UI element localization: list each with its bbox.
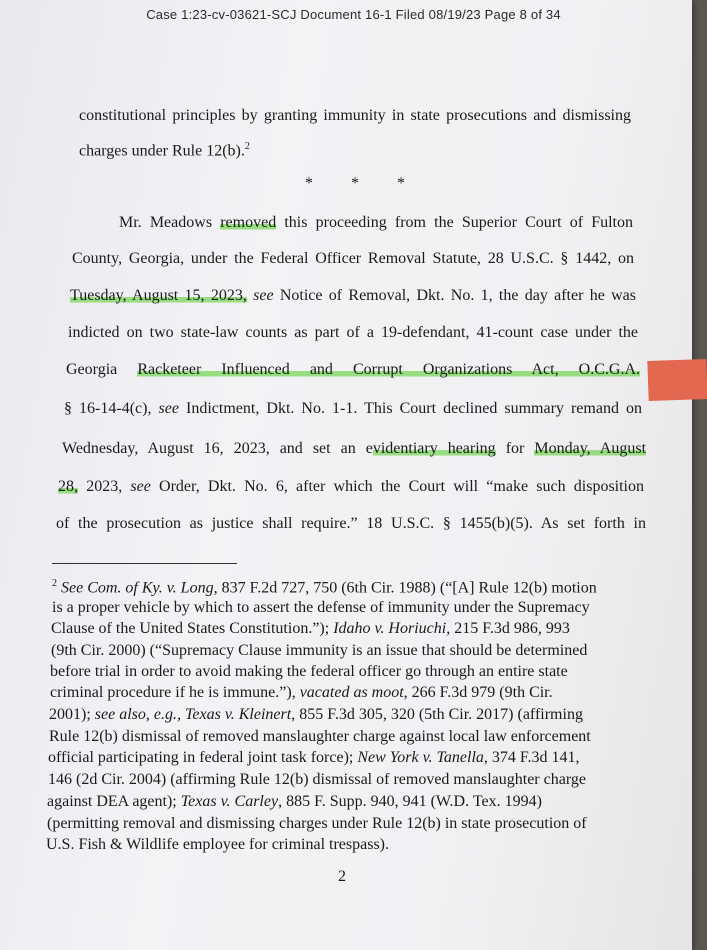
- text-run: , 215 F.3d 986, 993: [446, 620, 570, 637]
- case-name: Idaho v. Horiuchi: [333, 620, 447, 637]
- footnote-line-10: [48, 771, 586, 789]
- text-run: this proceeding from the Superior Court of Fulton: [276, 214, 633, 231]
- body-line-2: [79, 141, 250, 160]
- text-run: , 855 F.3d 305, 320 (5th Cir. 2017) (affirming: [291, 706, 583, 723]
- asterisk-2: *: [351, 175, 359, 192]
- text-run: Indictment, Dkt. No. 1-1. This Court declined summary remand on: [178, 400, 643, 417]
- footnote-separator: [52, 563, 237, 564]
- footnote-line-13: [46, 836, 389, 854]
- sticky-tab-marker: [647, 359, 707, 401]
- highlighted-date-aug15: Tuesday, August 15, 2023,: [70, 287, 247, 304]
- case-header: Case 1:23-cv-03621-SCJ Document 16-1 Filed 08/19/23 Page 8 of 34: [146, 7, 561, 22]
- footnote-marker: 2: [52, 578, 57, 589]
- text-run: , 885 F. Supp. 940, 941 (W.D. Tex. 1994): [278, 793, 542, 810]
- para2-line-5: [66, 361, 640, 379]
- text-run: (9th Cir. 2000) (“Supremacy Clause immunity is an issue that should be determined: [51, 642, 588, 659]
- case-name: see also, e.g., Texas v. Kleinert: [94, 706, 292, 723]
- footnote-line-9: [48, 749, 580, 767]
- text-run: against DEA agent);: [47, 793, 181, 810]
- text-run: indicted on two state-law counts as part of a 19-defendant, 41-count case under the: [68, 324, 638, 341]
- footnote-line-7: [49, 706, 583, 724]
- body-line-1-text: constitutional principles by granting immunity in state prosecutions and dismissing: [79, 107, 631, 124]
- footnote-line-5: [50, 663, 568, 681]
- text-run: for: [495, 440, 535, 457]
- text-run: Wednesday, August 16, 2023, and set an e: [62, 440, 373, 457]
- footnote-line-2: [52, 599, 590, 617]
- signal-see: see: [246, 287, 274, 304]
- text-run: Rule 12(b) dismissal of removed manslaughter charge against local law enforcement: [49, 728, 591, 745]
- para2-line-8: [58, 478, 644, 496]
- para2-line-9: [56, 515, 646, 533]
- footnote-line-12: [47, 815, 587, 833]
- footnote-ref-2: 2: [244, 141, 250, 152]
- text-run: before trial in order to avoid making the federal officer go through an entire state: [50, 663, 568, 680]
- text-run: criminal procedure if he is immune.”),: [50, 684, 300, 701]
- text-run: Clause of the United States Constitution.”);: [51, 620, 334, 637]
- highlighted-monday-august: Monday, August: [534, 440, 647, 457]
- footnote-line-6: [50, 684, 553, 702]
- footnote-line-4: [51, 642, 587, 660]
- text-run: 2001);: [49, 706, 95, 723]
- footnote-line-11: [47, 793, 542, 811]
- text-run: § 16-14-4(c),: [64, 400, 159, 417]
- section-break: [305, 175, 405, 193]
- footnote-line-1: [52, 578, 597, 597]
- highlighted-rico-act: Racketeer Influenced and Corrupt Organizations Act, O.C.G.A.: [137, 361, 641, 378]
- page-number: 2: [338, 868, 346, 885]
- text-run: Georgia: [66, 361, 138, 378]
- text-run: 146 (2d Cir. 2004) (affirming Rule 12(b) dismissal of removed manslaughter charge: [48, 771, 586, 788]
- highlighted-28: 28,: [58, 478, 78, 495]
- subsequent-history: vacated as moot: [299, 684, 404, 701]
- para2-line-2: [72, 250, 634, 268]
- asterisk-3: *: [397, 175, 405, 192]
- text-run: Mr. Meadows: [119, 214, 221, 231]
- highlighted-evidentiary-hearing: videntiary hearing: [372, 440, 496, 457]
- text-run: official participating in federal joint task force);: [48, 749, 358, 766]
- text-run: of the prosecution as justice shall require.” 18 U.S.C. § 1455(b)(5). As set forth in: [56, 515, 646, 532]
- text-run: , 837 F.2d 727, 750 (6th Cir. 1988) (“[A] Rule 12(b) motion: [213, 579, 597, 597]
- text-run: Notice of Removal, Dkt. No. 1, the day after he was: [273, 287, 637, 304]
- footnote-line-3: [51, 620, 570, 638]
- text-run: is a proper vehicle by which to assert the defense of immunity under the Supremacy: [52, 599, 590, 616]
- para2-line-7: [62, 440, 646, 458]
- case-name: New York v. Tanella: [357, 749, 484, 766]
- para2-line-6: [64, 400, 642, 418]
- text-run: (permitting removal and dismissing charges under Rule 12(b) in state prosecution of: [47, 815, 587, 832]
- case-name: See Com. of Ky. v. Long: [57, 579, 214, 597]
- text-run: 2023,: [78, 478, 131, 495]
- signal-see: see: [130, 478, 151, 495]
- text-run: U.S. Fish & Wildlife employee for criminal trespass).: [46, 836, 389, 853]
- para2-line-1: [119, 214, 633, 232]
- text-run: , 266 F.3d 979 (9th Cir.: [403, 684, 553, 701]
- para2-line-3: [70, 287, 636, 305]
- text-run: County, Georgia, under the Federal Officer Removal Statute, 28 U.S.C. § 1442, on: [72, 250, 634, 267]
- footnote-line-8: [49, 728, 591, 746]
- body-line-1: [79, 107, 631, 125]
- highlighted-removed: removed: [220, 214, 277, 231]
- case-name: Texas v. Carley: [180, 793, 279, 810]
- body-line-2-text: charges under Rule 12(b).: [79, 142, 245, 160]
- asterisk-1: *: [305, 175, 313, 192]
- para2-line-4: [68, 324, 638, 342]
- text-run: Order, Dkt. No. 6, after which the Court will “make such disposition: [150, 478, 644, 495]
- text-run: , 374 F.3d 141,: [483, 749, 580, 766]
- signal-see: see: [158, 400, 179, 417]
